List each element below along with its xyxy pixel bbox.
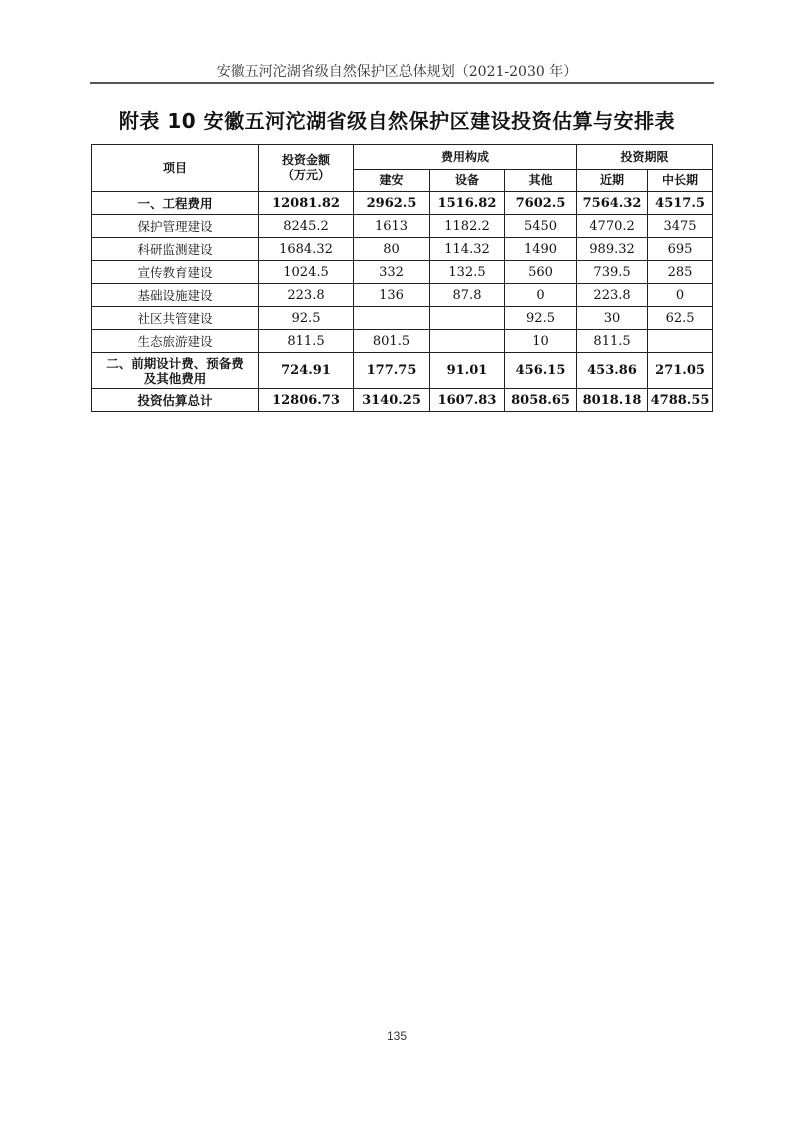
cell-value: 223.8: [577, 284, 648, 307]
running-header: 安徽五河沱湖省级自然保护区总体规划（2021-2030 年）: [216, 64, 578, 80]
cell-value: 223.8: [259, 284, 354, 307]
cell-value: 177.75: [354, 353, 430, 389]
cell-value: 1684.32: [259, 238, 354, 261]
col-header-total-label: 投资金额 （万元）: [281, 153, 330, 182]
cell-value: 2962.5: [354, 192, 430, 215]
cell-value: 1607.83: [430, 389, 505, 412]
cell-value: 724.91: [259, 353, 354, 389]
cell-value: 811.5: [259, 330, 354, 353]
cell-value: 1490: [505, 238, 577, 261]
cell-value: 3140.25: [354, 389, 430, 412]
col-header-near-term: 近期: [577, 170, 648, 192]
cell-value: 560: [505, 261, 577, 284]
header-rule: [90, 82, 714, 84]
cell-value: 80: [354, 238, 430, 261]
table-row: [92, 389, 713, 412]
table-row: [92, 353, 713, 389]
table-row: [92, 238, 713, 261]
cell-value: 136: [354, 284, 430, 307]
cell-value: 0: [648, 284, 713, 307]
cell-value: 10: [505, 330, 577, 353]
col-group-cost: 费用构成: [354, 145, 577, 170]
col-header-other: 其他: [505, 170, 577, 192]
col-header-construction: 建安: [354, 170, 430, 192]
cell-value: 4517.5: [648, 192, 713, 215]
cell-value: 91.01: [430, 353, 505, 389]
cell-value: 92.5: [505, 307, 577, 330]
cell-value: 332: [354, 261, 430, 284]
row-label: 保护管理建设: [92, 215, 259, 238]
cell-value: 62.5: [648, 307, 713, 330]
cell-value: 0: [505, 284, 577, 307]
cell-value: 1182.2: [430, 215, 505, 238]
cell-value: 989.32: [577, 238, 648, 261]
cell-value: 1613: [354, 215, 430, 238]
cell-value: 87.8: [430, 284, 505, 307]
table-row: [92, 307, 713, 330]
cell-value: [430, 330, 505, 353]
cell-value: 695: [648, 238, 713, 261]
page-number: 135: [386, 1029, 408, 1043]
cell-value: 456.15: [505, 353, 577, 389]
cell-value: 92.5: [259, 307, 354, 330]
col-group-period: 投资期限: [577, 145, 713, 170]
cell-value: 4788.55: [648, 389, 713, 412]
table-row: [92, 284, 713, 307]
cell-value: 3475: [648, 215, 713, 238]
cell-value: 1516.82: [430, 192, 505, 215]
table-header: [92, 145, 713, 192]
cell-value: 4770.2: [577, 215, 648, 238]
cell-value: 811.5: [577, 330, 648, 353]
table-row: [92, 261, 713, 284]
cell-value: 453.86: [577, 353, 648, 389]
cell-value: 1024.5: [259, 261, 354, 284]
cell-value: [354, 307, 430, 330]
cell-value: 12806.73: [259, 389, 354, 412]
table-row: [92, 330, 713, 353]
cell-value: 801.5: [354, 330, 430, 353]
cell-value: 271.05: [648, 353, 713, 389]
cell-value: 285: [648, 261, 713, 284]
row-label: 一、工程费用: [92, 192, 259, 215]
row-label: 二、前期设计费、预备费 及其他费用: [92, 353, 259, 389]
table-row: [92, 215, 713, 238]
cell-value: 7602.5: [505, 192, 577, 215]
cell-value: 8018.18: [577, 389, 648, 412]
page-title: 附表 10 安徽五河沱湖省级自然保护区建设投资估算与安排表: [118, 109, 676, 133]
cell-value: [430, 307, 505, 330]
cell-value: 7564.32: [577, 192, 648, 215]
row-label: 生态旅游建设: [92, 330, 259, 353]
cell-value: 5450: [505, 215, 577, 238]
cell-value: 739.5: [577, 261, 648, 284]
table-row: [92, 192, 713, 215]
investment-table: [91, 144, 713, 412]
cell-value: [648, 330, 713, 353]
row-label: 投资估算总计: [92, 389, 259, 412]
row-label: 社区共管建设: [92, 307, 259, 330]
table-body: [92, 192, 713, 412]
cell-value: 30: [577, 307, 648, 330]
row-label: 基础设施建设: [92, 284, 259, 307]
row-label: 科研监测建设: [92, 238, 259, 261]
col-header-item: 项目: [92, 145, 259, 192]
col-header-long-term: 中长期: [648, 170, 713, 192]
cell-value: 8245.2: [259, 215, 354, 238]
col-header-total: [259, 145, 354, 192]
row-label: 宣传教育建设: [92, 261, 259, 284]
cell-value: 8058.65: [505, 389, 577, 412]
col-header-equipment: 设备: [430, 170, 505, 192]
cell-value: 12081.82: [259, 192, 354, 215]
cell-value: 114.32: [430, 238, 505, 261]
cell-value: 132.5: [430, 261, 505, 284]
